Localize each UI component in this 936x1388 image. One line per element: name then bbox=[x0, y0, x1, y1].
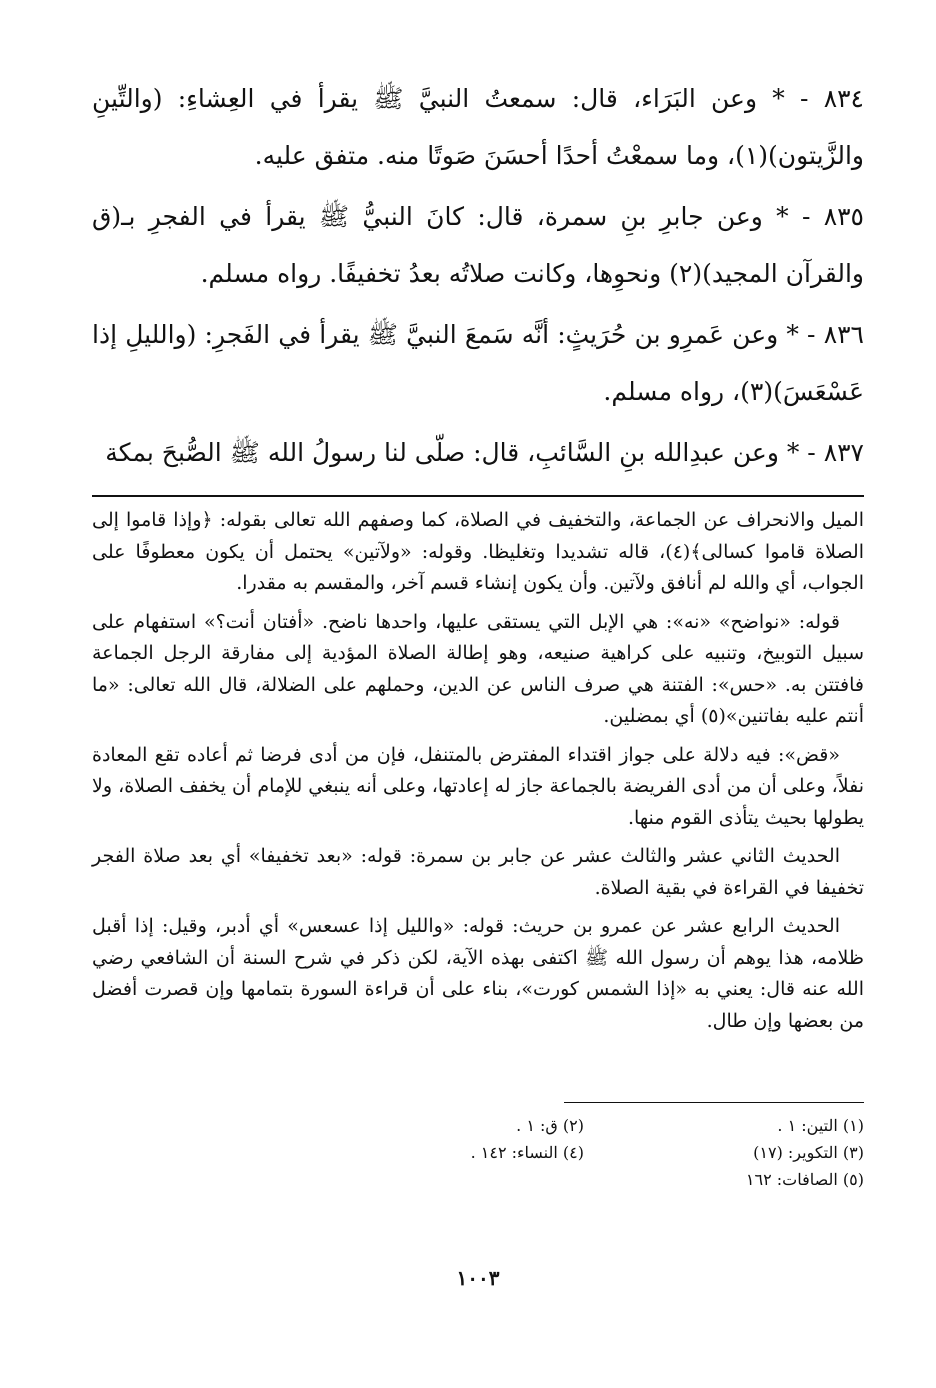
commentary-paragraph: الحديث الثاني عشر والثالث عشر عن جابر بن سمرة: قوله: «بعد تخفيفا» أي بعد صلاة الفجر تخفيفا في القراءة في بقية الصلاة. bbox=[92, 845, 864, 899]
footnote-row bbox=[92, 1139, 864, 1166]
hadith-text: وعن عَمرِو بن حُرَيثٍ: أنَّه سَمعَ النبيَّ ﷺ يقرأ في الفَجرِ: (والليلِ إذا عَسْعَسَ)(٣)، رواه مسلم. bbox=[92, 320, 864, 406]
page-number: ١٠٠٣ bbox=[456, 1266, 500, 1290]
footnote-row bbox=[92, 1112, 864, 1139]
hadith-number: ٨٣٤ - * bbox=[772, 84, 864, 113]
commentary-paragraph: قوله: «نواضح» «نه»: هي الإبل التي يستقى عليها، واحدها ناضح. «أفتان أنت؟» استفهام على سبيل التوبيخ، وتنبيه على كراهية صنيعه، وهو إطالة الصلاة المؤدية إلى مفارقة الرجل الجماعة فافتتن به. «حس»: الفتنة هي صرف الناس عن الدين، وحملهم على الضلالة، قال الله تعالى: «ما أنتم عليه بفاتنين»(٥) أي بمضلين. bbox=[92, 610, 864, 727]
footnote: (٣) التكوير: (١٧) bbox=[753, 1143, 864, 1162]
hadith-text: وعن عبدِالله بنِ السَّائبِ، قال: صلّى لنا رسولُ الله ﷺ الصُّبحَ بمكة bbox=[105, 438, 779, 467]
footnote-row bbox=[92, 1166, 864, 1193]
commentary-paragraph: «قض»: فيه دلالة على جواز اقتداء المفترض بالمتنفل، فإن من أدى فرضا ثم أعاده تقع المعادة نفلاً، وعلى أن من أدى الفريضة بالجماعة جاز له إعادتها، وعلى أنه ينبغي للإمام أن يخفف الصلاة، ولا يطولها بحيث يتأذى القوم منها. bbox=[92, 743, 864, 829]
commentary-paragraph: الحديث الرابع عشر عن عمرو بن حريث: قوله: «والليل إذا عسعس» أي أدبر، وقيل: إذا أقبل ظلامه، هذا يوهم أن رسول الله ﷺ اكتفى بهذه الآية، لكن ذكر في شرح السنة أن الشافعي رضي الله عنه قال: يعني به «إذا الشمس كورت»، بناء على أن قراءة السورة بتمامها وإن قصرت أفضل من بعضها وإن طال. bbox=[92, 915, 864, 1032]
footnote: (٢) ق: ١ . bbox=[516, 1116, 584, 1135]
commentary-paragraph: الميل والانحراف عن الجماعة، والتخفيف في الصلاة، كما وصفهم الله تعالى بقوله: ﴿وإذا قاموا إلى الصلاة قاموا كسالى﴾(٤)، قاله تشديدا وتغليظا. وقوله: «ولآتين» يحتمل أن يكون معطوفًا على الجواب، أي والله لم أنافق ولآتين. وأن يكون إنشاء قسم آخر، والمقسم به مقدرا. bbox=[92, 509, 864, 594]
footer-area bbox=[92, 0, 864, 1388]
footnote-divider bbox=[564, 1102, 864, 1103]
footnote: (١) التين: ١ . bbox=[777, 1116, 864, 1135]
footnote: (٤) النساء: ١٤٢ . bbox=[470, 1143, 584, 1162]
footnote: (٥) الصافات: ١٦٢ bbox=[745, 1170, 864, 1189]
hadith-number: ٨٣٦ - * bbox=[786, 320, 864, 349]
hadith-text: وعن البَرَاء، قال: سمعتُ النبيَّ ﷺ يقرأ في العِشاءِ: (والتِّينِ والزَّيتون)(١)، وما سمعْتُ أحدًا أحسَنَ صَوتًا منه. متفق عليه. bbox=[92, 84, 864, 170]
hadith-text: وعن جابرِ بنِ سمرة، قال: كانَ النبيُّ ﷺ يقرأ في الفجرِ بـ(ق والقرآن المجيد)(٢) ونحوِها، وكانت صلاتُه بعدُ تخفيفًا. رواه مسلم. bbox=[92, 202, 864, 288]
hadith-number: ٨٣٥ - * bbox=[776, 202, 864, 231]
hadith-number: ٨٣٧ - * bbox=[786, 438, 864, 467]
footnotes bbox=[92, 1112, 864, 1193]
